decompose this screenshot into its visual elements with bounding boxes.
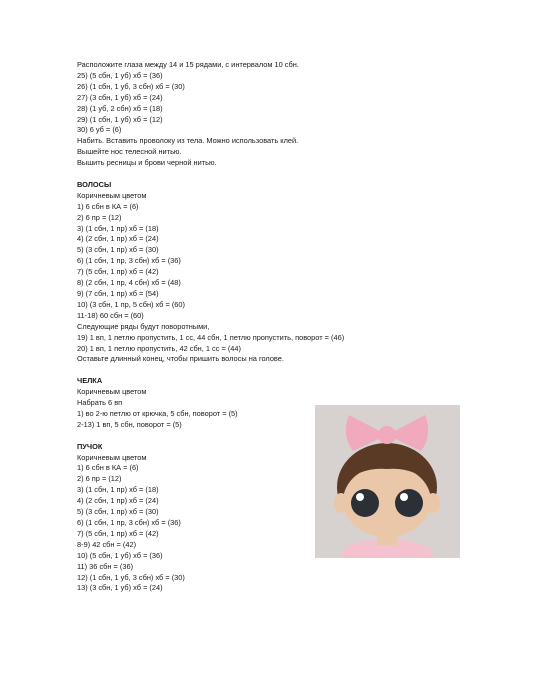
text-line: Коричневым цветом [77, 452, 147, 462]
section-heading: ПУЧОК [77, 441, 103, 451]
text-line: 7) (5 сбн, 1 пр) хб = (42) [77, 267, 159, 277]
section-heading: ВОЛОСЫ [77, 179, 112, 189]
text-line: Набрать 6 вп [77, 398, 123, 408]
text-line: 19) 1 вп, 1 петлю пропустить, 1 сс, 44 сбн, 1 петлю пропустить, поворот = (46) [77, 332, 345, 342]
text-line: Коричневым цветом [77, 387, 147, 397]
text-line: Коричневым цветом [77, 190, 147, 200]
text-line: Вышить ресницы и брови черной нитью. [77, 158, 217, 168]
text-line: Вышейте нос телесной нитью. [77, 147, 182, 157]
text-line: 26) (1 сбн, 1 уб, 3 сбн) хб = (30) [77, 81, 185, 91]
text-line: 8) (2 сбн, 1 пр, 4 сбн) хб = (48) [77, 278, 181, 288]
text-line: 12) (1 сбн, 1 уб, 3 сбн) хб = (30) [77, 572, 185, 582]
text-line: 3) (1 сбн, 1 пр) хб = (18) [77, 485, 159, 495]
text-line: 1) 6 сбн в КА = (6) [77, 201, 139, 211]
text-line: 29) (1 сбн, 1 уб) хб = (12) [77, 114, 163, 124]
text-line: 9) (7 сбн, 1 пр) хб = (54) [77, 289, 159, 299]
text-line: 6) (1 сбн, 1 пр, 3 сбн) хб = (36) [77, 256, 181, 266]
text-line: 11-18) 60 сбн = (60) [77, 310, 144, 320]
text-line: 20) 1 вп, 1 петлю пропустить, 42 сбн, 1 сс = (44) [77, 343, 241, 353]
text-line: 2-13) 1 вп, 5 сбн, поворот = (5) [77, 419, 182, 429]
doll-illustration [315, 405, 460, 558]
text-line: 5) (3 сбн, 1 пр) хб = (30) [77, 245, 159, 255]
doll-eye-right [395, 489, 423, 517]
doll-bow-knot [378, 426, 396, 444]
doll-ear-right [426, 493, 440, 513]
text-line: 3) (1 сбн, 1 пр) хб = (18) [77, 223, 159, 233]
text-line: 25) (5 сбн, 1 уб) хб = (36) [77, 70, 163, 80]
text-line: 11) 36 сбн = (36) [77, 561, 134, 571]
hair-section [77, 180, 377, 365]
doll-eye-left [351, 489, 379, 517]
text-line: Расположите глаза между 14 и 15 рядами, с интервалом 10 сбн. [77, 60, 299, 69]
text-line: 5) (3 сбн, 1 пр) хб = (30) [77, 507, 159, 517]
section-heading: ЧЕЛКА [77, 376, 103, 386]
text-line: Следующие ряды будут поворотными, [77, 321, 210, 331]
text-line: 6) (1 сбн, 1 пр, 3 сбн) хб = (36) [77, 518, 181, 528]
text-line: 1) 6 сбн в КА = (6) [77, 463, 139, 473]
text-line: 4) (2 сбн, 1 пр) хб = (24) [77, 496, 159, 506]
text-line: 7) (5 сбн, 1 пр) хб = (42) [77, 528, 159, 538]
text-line: 8-9) 42 сбн = (42) [77, 539, 137, 549]
text-line: Оставьте длинный конец, чтобы пришить волосы на голове. [77, 354, 284, 364]
doll-photo [315, 405, 460, 558]
text-line: Набить. Вставить проволоку из тела. Можно использовать клей. [77, 136, 299, 146]
text-line: 28) (1 уб, 2 сбн) хб = (18) [77, 103, 163, 113]
text-line: 27) (3 сбн, 1 уб) хб = (24) [77, 92, 163, 102]
eye-highlight-right [400, 493, 408, 501]
text-line: 13) (3 сбн, 1 уб) хб = (24) [77, 583, 163, 593]
eye-highlight-left [356, 493, 364, 501]
text-line: 30) 6 уб = (6) [77, 125, 122, 135]
text-line: 10) (3 сбн, 1 пр, 5 сбн) хб = (60) [77, 299, 185, 309]
text-line: 2) 6 пр = (12) [77, 212, 122, 222]
text-line: 2) 6 пр = (12) [77, 474, 122, 484]
intro-section [77, 60, 377, 169]
doll-ear-left [334, 493, 348, 513]
text-line: 1) во 2-ю петлю от крючка, 5 сбн, поворот = (5) [77, 408, 238, 418]
text-line: 10) (5 сбн, 1 уб) хб = (36) [77, 550, 163, 560]
text-line: 4) (2 сбн, 1 пр) хб = (24) [77, 234, 159, 244]
